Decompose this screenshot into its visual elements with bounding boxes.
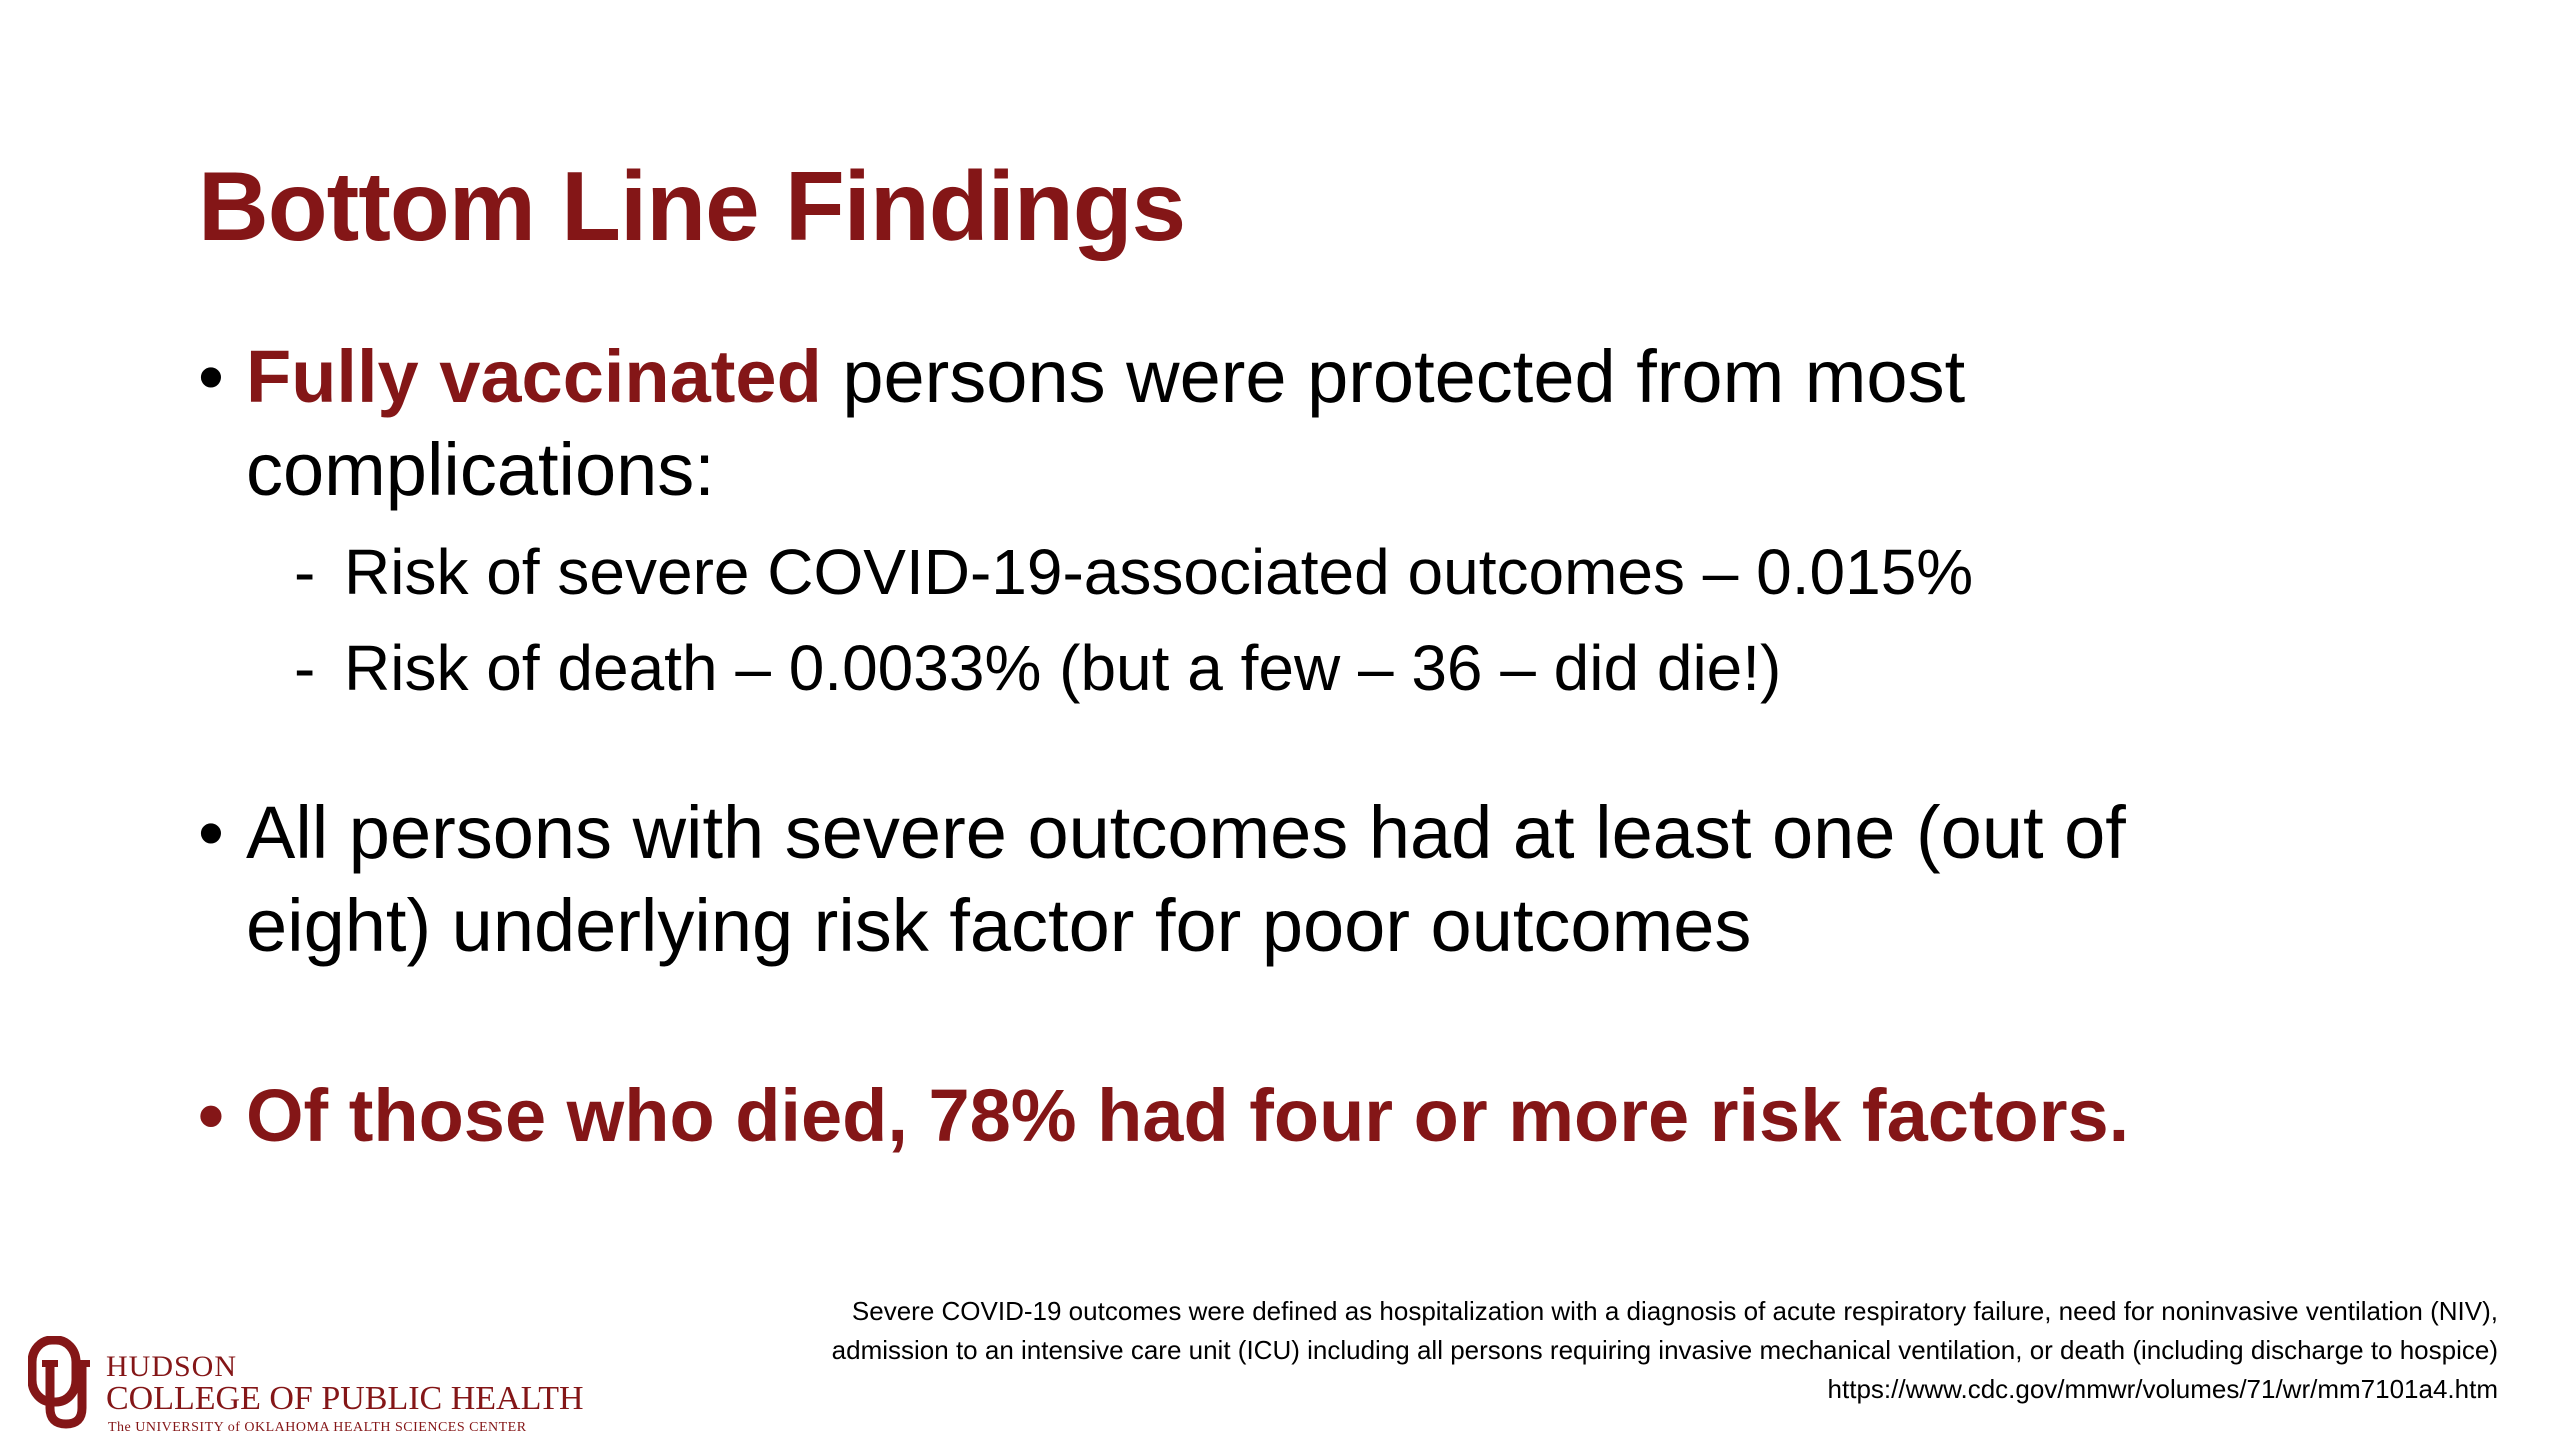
bullet-dot: • [198, 335, 224, 418]
logo-text-college: COLLEGE OF PUBLIC HEALTH [106, 1380, 584, 1417]
sub-item-text: Risk of death – 0.0033% (but a few – 36 – did die!) [344, 632, 1782, 704]
ou-logo-icon [28, 1336, 96, 1430]
bullet-text-line2: complications: [246, 428, 715, 511]
sub-item-text: Risk of severe COVID-19-associated outcomes – 0.015% [344, 536, 1974, 608]
sub-item-dash: - [294, 536, 316, 608]
footnote [832, 1292, 2498, 1409]
bullet-dot: • [198, 1074, 224, 1157]
footnote-url: https://www.cdc.gov/mmwr/volumes/71/wr/mm7101a4.htm [1827, 1374, 2498, 1404]
bullet-text [246, 330, 1965, 516]
bullet-text-line2: eight) underlying risk factor for poor outcomes [246, 884, 1752, 967]
logo-text-university: The UNIVERSITY of OKLAHOMA HEALTH SCIENCES CENTER [108, 1420, 527, 1435]
bullet-text-line1: persons were protected from most [821, 335, 1966, 418]
bullet-text [246, 786, 2126, 972]
footnote-line2: admission to an intensive care unit (ICU) including all persons requiring invasive mechanical ventilation, or death (including discharge to hospice) [831, 1335, 2498, 1365]
footnote-line1: Severe COVID-19 outcomes were defined as hospitalization with a diagnosis of acute respiratory failure, need for noninvasive ventilation (NIV), [851, 1296, 2498, 1326]
bullet-text: Of those who died, 78% had four or more risk factors. [246, 1074, 2130, 1157]
sub-item-dash: - [294, 632, 316, 704]
bullet-dot: • [198, 791, 224, 874]
bullet-highlight: Fully vaccinated [246, 335, 822, 418]
bullet-text-line1: All persons with severe outcomes had at least one (out of [246, 791, 2126, 874]
logo-text-hudson: HUDSON [106, 1350, 238, 1383]
college-logo [28, 1336, 638, 1436]
slide-title: Bottom Line Findings [198, 151, 1186, 261]
